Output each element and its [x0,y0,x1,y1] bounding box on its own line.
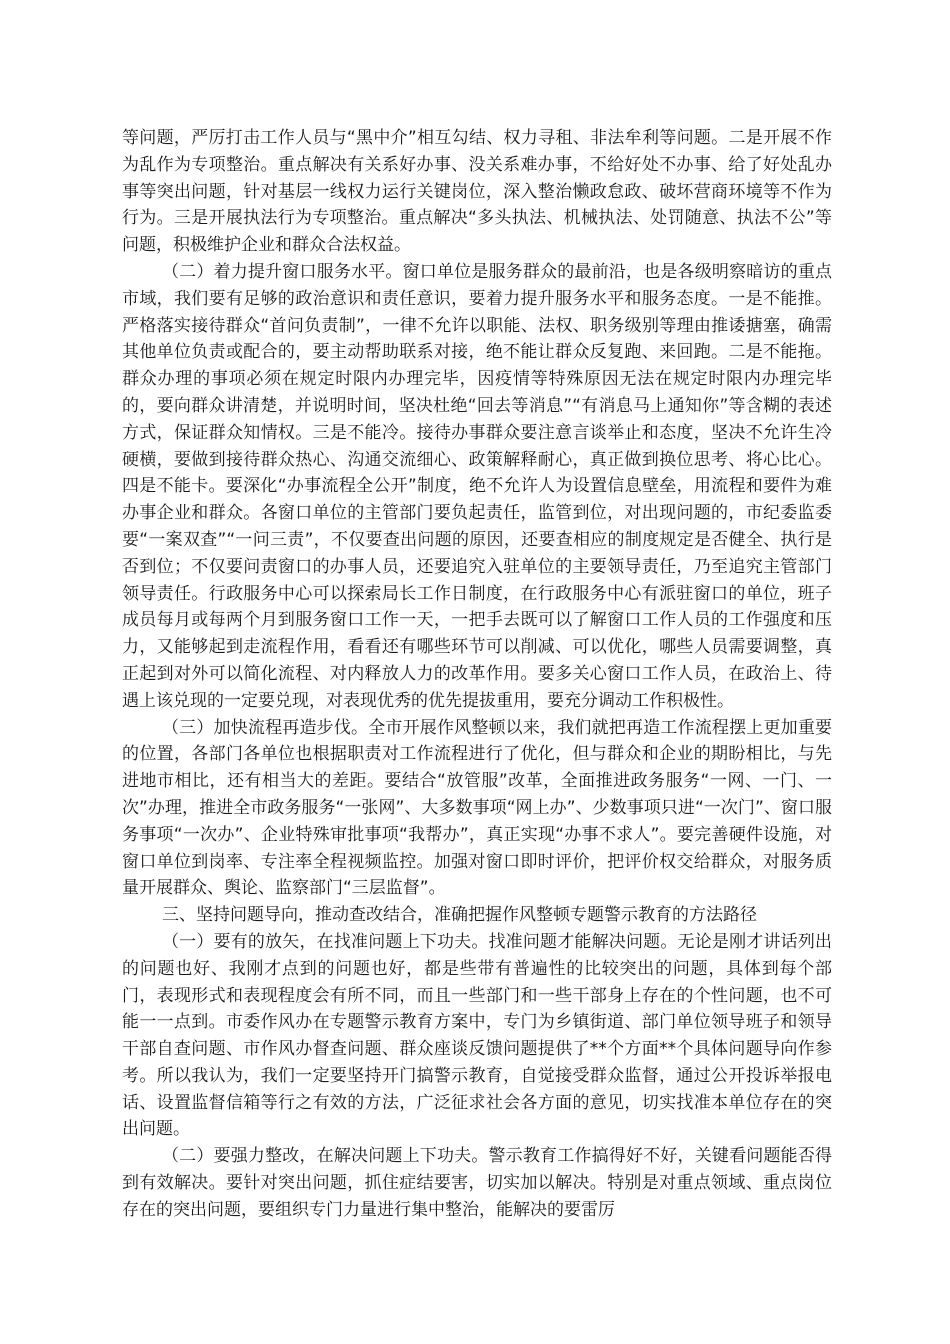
section-heading-three: 三、坚持问题导向，推动查改结合，准确把握作风整顿专题警示教育的方法路径 [162,905,757,926]
paragraph-window-service: （二）着力提升窗口服务水平。窗口单位是服务群众的最前沿，也是各级明察暗访的重点市域，我们要有足够的政治意识和责任意识，要着力提升服务水平和服务态度。一是不能推。严格落实接待群众“首问负责制”，一律不允许以职能、法权、职务级别等理由推诿搪塞，确需其他单位负责或配合的，要主动帮助联系对接，绝不能让群众反复跑、来回跑。二是不能拖。群众办理的事项必须在规定时限内办理完毕，因疫情等特殊原因无法在规定时限内办理完毕的，要向群众讲清楚，并说明时间，坚决杜绝“回去等消息”“有消息马上通知你”等含糊的表述方式，保证群众知情权。三是不能冷。接待办事群众要注意言谈举止和态度，坚决不允许生冷硬横，要做到接待群众热心、沟通交流细心、政策解释耐心，真正做到换位思考、将心比心。四是不能卡。要深化“办事流程全公开”制度，绝不允许人为设置信息壁垒，用流程和要件为难办事企业和群众。各窗口单位的主管部门要负起责任，监管到位，对出现问题的，市纪委监委要“一案双查”“一问三责”，不仅要查出问题的原因，还要查相应的制度规定是否健全、执行是否到位；不仅要问责窗口的办事人员，还要追究入驻单位的主要领导责任，乃至追究主管部门领导责任。行政服务中心可以探索局长工作日制度，在行政服务中心有派驻窗口的单位，班子成员每月或每两个月到服务窗口工作一天，一把手去既可以了解窗口工作人员的工作强度和压力，又能够起到走流程作用，看看还有哪些环节可以削减、可以优化，哪些人员需要调整，真正起到对外可以简化流程、对内释放人力的改革作用。要多关心窗口工作人员，在政治上、待遇上该兑现的一定要兑现，对表现优秀的优先提拔重用，要充分调动工作积极性。 [122,261,832,711]
paragraph-process-reengineering: （三）加快流程再造步伐。全市开展作风整顿以来，我们就把再造工作流程摆上更加重要的位置，各部门各单位也根据职责对工作流程进行了优化，但与群众和企业的期盼相比，与先进地市相比，还有相当大的差距。要结合“放管服”改革，全面推进政务服务“一网、一门、一次”办理，推进全市政务服务“一张网”、大多数事项“网上办”、少数事项只进“一次门”、窗口服务事项“一次办”、企业特殊审批事项“我帮办”，真正实现“办事不求人”。要完善硬件设施，对窗口单位到岗率、专注率全程视频监控。加强对窗口即时评价，把评价权交给群众，对服务质量开展群众、舆论、监察部门“三层监督”。 [122,717,832,899]
paragraph-rectification: （二）要强力整改，在解决问题上下功夫。警示教育工作搞得好不好，关键看问题能否得到有效解决。要针对突出问题，抓住症结要害，切实加以解决。特别是对重点领域、重点岗位存在的突出问题，要组织专门力量进行集中整治，能解决的要雷厉 [122,1146,832,1220]
paragraph-find-problems: （一）要有的放矢，在找准问题上下功夫。找准问题才能解决问题。无论是刚才讲话列出的问题也好、我刚才点到的问题也好，都是些带有普遍性的比较突出的问题，具体到每个部门，表现形式和表现程度会有所不同，而且一些部门和一些干部身上存在的个性问题，也不可能一一点到。市委作风办在专题警示教育方案中，专门为乡镇街道、部门单位领导班子和领导干部自查问题、市作风办督查问题、群众座谈反馈问题提供了**个方面**个具体问题导向作参考。所以我认为，我们一定要坚持开门搞警示教育，自觉接受群众监督，通过公开投诉举报电话、设置监督信箱等行之有效的方法，广泛征求社会各方面的意见，切实找准本单位存在的突出问题。 [122,931,832,1140]
paragraph-continuation: 等问题，严厉打击工作人员与“黑中介”相互勾结、权力寻租、非法牟利等问题。二是开展不作为乱作为专项整治。重点解决有关系好办事、没关系难办事，不给好处不办事、给了好处乱办事等突出问题，针对基层一线权力运行关键岗位，深入整治懒政怠政、破坏营商环境等不作为行为。三是开展执法行为专项整治。重点解决“多头执法、机械执法、处罚随意、执法不公”等问题，积极维护企业和群众合法权益。 [122,128,832,256]
document-page [122,125,832,1224]
